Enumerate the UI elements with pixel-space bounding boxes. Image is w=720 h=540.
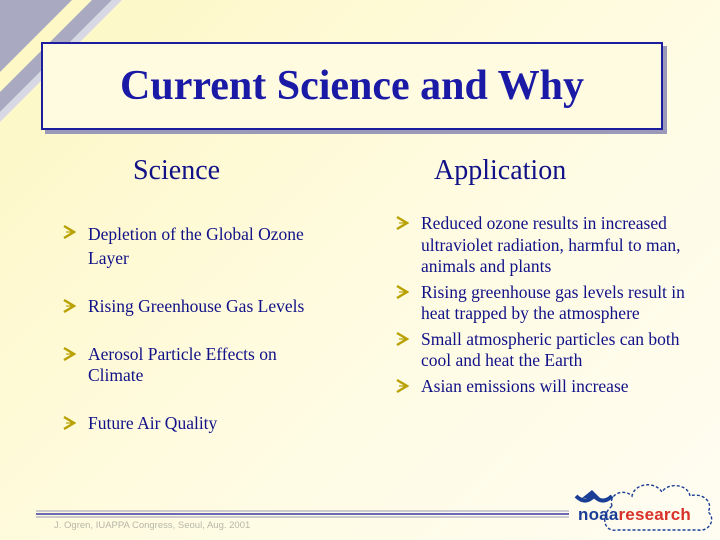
list-item bbox=[395, 282, 695, 325]
arrow-bullet-icon bbox=[395, 283, 409, 301]
footer-citation: J. Ogren, IUAPPA Congress, Seoul, Aug. 2001 bbox=[54, 520, 251, 531]
application-list bbox=[395, 213, 695, 401]
application-item-text: Small atmospheric particles can both cool and heat the Earth bbox=[421, 328, 680, 370]
list-item bbox=[395, 329, 695, 372]
list-item bbox=[62, 413, 332, 435]
science-heading: Science bbox=[133, 155, 221, 186]
application-item-text: Asian emissions will increase bbox=[421, 375, 629, 396]
list-item bbox=[62, 222, 332, 270]
list-item bbox=[395, 213, 695, 278]
arrow-bullet-icon bbox=[62, 414, 76, 432]
science-item-text: Depletion of the Global Ozone Layer bbox=[88, 224, 304, 268]
application-heading: Application bbox=[434, 155, 567, 186]
science-list bbox=[62, 222, 332, 460]
footer-rule bbox=[36, 510, 569, 520]
noaa-research-logo bbox=[578, 505, 691, 525]
list-item bbox=[62, 296, 332, 318]
title-box bbox=[41, 42, 663, 130]
slide-title: Current Science and Why bbox=[120, 63, 584, 109]
science-item-text: Aerosol Particle Effects on Climate bbox=[88, 343, 277, 385]
science-item-text: Rising Greenhouse Gas Levels bbox=[88, 296, 305, 316]
arrow-bullet-icon bbox=[62, 223, 76, 241]
science-item-text: Future Air Quality bbox=[88, 412, 218, 433]
application-item-text: Rising greenhouse gas levels result in heat trapped by the atmosphere bbox=[421, 281, 685, 323]
logo-research-text: research bbox=[618, 505, 691, 524]
arrow-bullet-icon bbox=[62, 345, 76, 363]
logo-noaa-text: noaa bbox=[578, 505, 619, 524]
arrow-bullet-icon bbox=[395, 330, 409, 348]
list-item bbox=[62, 344, 332, 387]
arrow-bullet-icon bbox=[395, 377, 409, 395]
arrow-bullet-icon bbox=[395, 214, 409, 232]
application-item-text: Reduced ozone results in increased ultraviolet radiation, harmful to man, animals and plants bbox=[421, 213, 681, 276]
arrow-bullet-icon bbox=[62, 297, 76, 315]
list-item bbox=[395, 376, 695, 398]
